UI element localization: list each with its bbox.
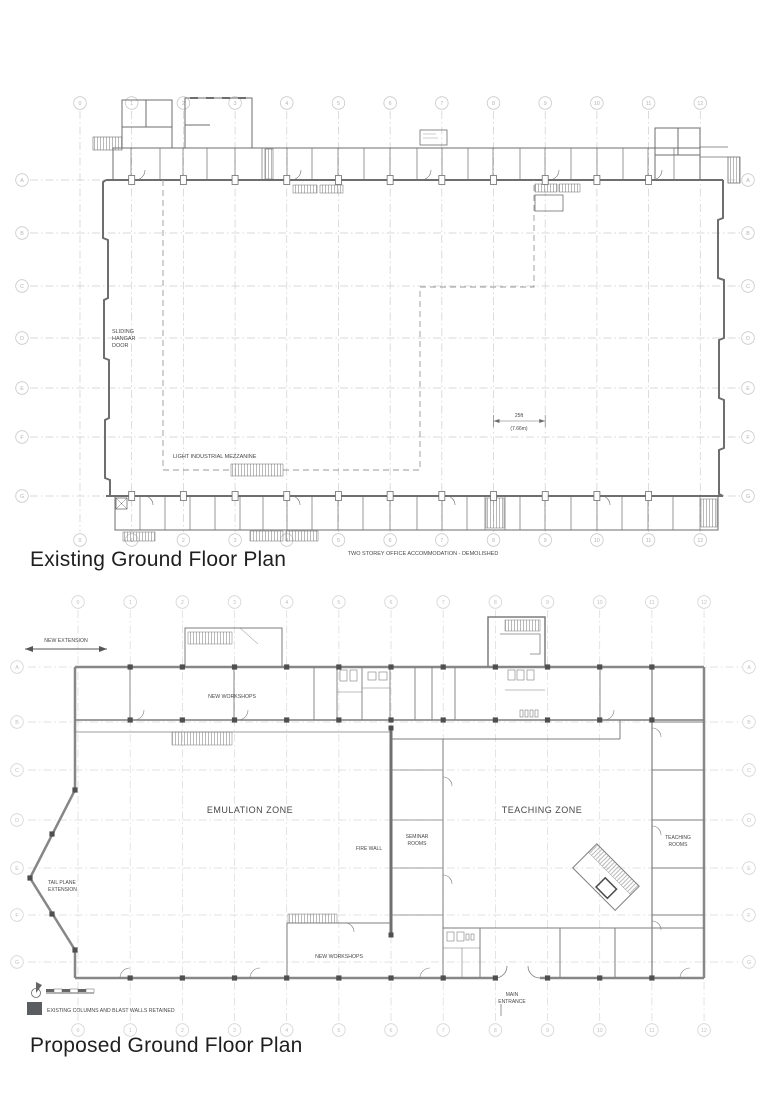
grid-bubble-row-G-left-label: G bbox=[14, 959, 20, 966]
retained-column bbox=[336, 664, 341, 669]
wall-notch bbox=[129, 492, 135, 501]
grid-bubble-col-3-top-label: 3 bbox=[233, 100, 237, 107]
retained-column bbox=[493, 664, 498, 669]
grid-bubble-row-F-right-label: F bbox=[747, 912, 751, 919]
retained-column bbox=[388, 717, 393, 722]
grid-bubble-col-8-bottom-label: 8 bbox=[493, 1027, 497, 1034]
mezzanine-label: LIGHT INDUSTRIAL MEZZANINE bbox=[173, 454, 257, 460]
teaching-rooms-label-2: ROOMS bbox=[668, 842, 688, 848]
new-workshops-bottom-label: NEW WORKSHOPS bbox=[315, 954, 363, 960]
grid-bubble-col-6-bottom-label: 6 bbox=[388, 537, 392, 544]
grid-bubble-col-12-bottom-label: 12 bbox=[697, 537, 704, 544]
retained-column bbox=[649, 975, 654, 980]
grid-bubble-row-D-right-label: D bbox=[747, 817, 751, 824]
wall-notch bbox=[646, 492, 652, 501]
new-workshops-top-label: NEW WORKSHOPS bbox=[208, 694, 256, 700]
grid-bubble-col-7-bottom-label: 7 bbox=[440, 537, 444, 544]
legend-retained-swatch bbox=[27, 1002, 42, 1015]
retained-column bbox=[128, 717, 133, 722]
grid-bubble-row-A-right-label: A bbox=[746, 177, 750, 184]
grid-bubble-row-C-left-label: C bbox=[15, 767, 19, 774]
grid-bubble-col-4-top-label: 4 bbox=[285, 100, 289, 107]
retained-column bbox=[49, 911, 54, 916]
grid-bubble-row-B-right-label: B bbox=[747, 719, 751, 726]
retained-column bbox=[128, 975, 133, 980]
grid-bubble-row-E-left-label: E bbox=[15, 865, 19, 872]
retained-column bbox=[545, 717, 550, 722]
grid-bubble-col-3-bottom-label: 3 bbox=[233, 537, 237, 544]
seminar-rooms-label-1: SEMINAR bbox=[405, 834, 429, 840]
wall-notch bbox=[129, 176, 135, 185]
grid-bubble-row-B-left-label: B bbox=[15, 719, 19, 726]
grid-bubble-col-5-bottom-label: 5 bbox=[337, 1027, 341, 1034]
grid-bubble-col-0-bottom-label: 0 bbox=[78, 537, 82, 544]
grid-bubble-row-F-right-label: F bbox=[746, 434, 750, 441]
grid-bubble-col-0-top-label: 0 bbox=[76, 599, 80, 606]
proposed-grid-layer bbox=[11, 596, 756, 1037]
retained-column bbox=[72, 787, 77, 792]
grid-bubble-row-D-right-label: D bbox=[746, 335, 750, 342]
grid-bubble-col-11-bottom-label: 11 bbox=[645, 537, 652, 544]
grid-bubble-row-A-left-label: A bbox=[20, 177, 24, 184]
grid-bubble-col-5-top-label: 5 bbox=[336, 100, 340, 107]
wall-notch bbox=[387, 176, 393, 185]
wall-notch bbox=[646, 176, 652, 185]
tail-plane-extension-label-2: EXTENSION bbox=[48, 887, 77, 893]
grid-bubble-col-9-top-label: 9 bbox=[543, 100, 547, 107]
retained-column bbox=[388, 664, 393, 669]
grid-bubble-col-0-bottom-label: 0 bbox=[76, 1027, 80, 1034]
retained-column bbox=[232, 664, 237, 669]
retained-column bbox=[284, 717, 289, 722]
retained-column bbox=[545, 975, 550, 980]
grid-bubble-row-A-right-label: A bbox=[747, 664, 751, 671]
wall-notch bbox=[491, 492, 497, 501]
grid-bubble-col-9-bottom-label: 9 bbox=[546, 1027, 550, 1034]
main-entrance-label-2: ENTRANCE bbox=[498, 999, 526, 1005]
grid-bubble-col-8-bottom-label: 8 bbox=[492, 537, 495, 544]
tail-plane-extension-label-1: TAIL PLANE bbox=[48, 880, 76, 886]
retained-column bbox=[284, 664, 289, 669]
retained-column bbox=[232, 975, 237, 980]
wall-notch bbox=[439, 492, 445, 501]
emulation-zone-label: EMULATION ZONE bbox=[206, 805, 294, 815]
grid-bubble-col-10-bottom-label: 10 bbox=[596, 1027, 603, 1034]
grid-bubble-col-11-top-label: 11 bbox=[645, 100, 652, 107]
grid-bubble-col-10-top-label: 10 bbox=[593, 100, 600, 107]
retained-column bbox=[493, 975, 498, 980]
reception-desk bbox=[573, 844, 639, 910]
proposed-building bbox=[25, 617, 704, 1016]
grid-bubble-col-8-top-label: 8 bbox=[493, 599, 497, 606]
grid-bubble-col-12-bottom-label: 12 bbox=[701, 1027, 707, 1034]
teaching-zone-label: TEACHING ZONE bbox=[501, 805, 583, 815]
demolished-note: TWO STOREY OFFICE ACCOMMODATION - DEMOLISHED bbox=[347, 551, 499, 557]
grid-bubble-row-D-left-label: D bbox=[15, 817, 19, 824]
grid-bubble-row-G-left-label: G bbox=[19, 493, 25, 500]
mezzanine-outline bbox=[163, 180, 534, 470]
grid-bubble-col-1-bottom-label: 1 bbox=[128, 1027, 132, 1034]
retained-column bbox=[128, 664, 133, 669]
wall-notch bbox=[387, 492, 393, 501]
grid-bubble-col-7-top-label: 7 bbox=[440, 100, 444, 107]
grid-bubble-col-1-top-label: 1 bbox=[130, 100, 134, 107]
grid-bubble-row-G-right-label: G bbox=[745, 493, 751, 500]
retained-column bbox=[49, 831, 54, 836]
retained-column bbox=[336, 717, 341, 722]
grid-bubble-row-E-right-label: E bbox=[747, 865, 751, 872]
retained-column bbox=[649, 717, 654, 722]
legend-retained-label: EXISTING COLUMNS AND BLAST WALLS RETAINED bbox=[47, 1008, 175, 1014]
retained-column bbox=[180, 664, 185, 669]
retained-column bbox=[597, 717, 602, 722]
existing-ground-floor-plan bbox=[0, 85, 778, 565]
wall-notch bbox=[542, 176, 548, 185]
existing-plan-title: Existing Ground Floor Plan bbox=[30, 548, 287, 571]
sliding-hangar-door-label-2: HANGAR bbox=[112, 336, 136, 342]
grid-bubble-col-6-top-label: 6 bbox=[388, 100, 392, 107]
grid-bubble-col-10-top-label: 10 bbox=[596, 599, 603, 606]
wall-notch bbox=[180, 492, 186, 501]
grid-bubble-row-D-left-label: D bbox=[20, 335, 24, 342]
retained-column bbox=[72, 947, 77, 952]
retained-column bbox=[441, 664, 446, 669]
wall-notch bbox=[335, 176, 341, 185]
wall-notch bbox=[594, 492, 600, 501]
grid-bubble-col-2-top-label: 2 bbox=[180, 599, 184, 606]
grid-bubble-col-3-bottom-label: 3 bbox=[233, 1027, 236, 1034]
grid-bubble-row-B-right-label: B bbox=[746, 230, 750, 237]
north-and-scale bbox=[32, 982, 95, 998]
grid-bubble-col-11-top-label: 11 bbox=[649, 599, 655, 606]
wall-notch bbox=[542, 492, 548, 501]
wall-notch bbox=[491, 176, 497, 185]
main-entrance-label-1: MAIN bbox=[505, 992, 519, 998]
retained-column bbox=[180, 717, 185, 722]
retained-column bbox=[441, 975, 446, 980]
wall-notch bbox=[232, 492, 238, 501]
wall-notch bbox=[439, 176, 445, 185]
retained-column bbox=[232, 717, 237, 722]
grid-bubble-row-C-right-label: C bbox=[746, 283, 750, 290]
grid-bubble-col-6-bottom-label: 6 bbox=[389, 1027, 393, 1034]
wall-notch bbox=[594, 176, 600, 185]
grid-bubble-col-5-bottom-label: 5 bbox=[336, 537, 340, 544]
retained-column bbox=[597, 975, 602, 980]
grid-bubble-col-2-bottom-label: 2 bbox=[180, 1027, 184, 1034]
grid-bubble-col-2-top-label: 2 bbox=[181, 100, 185, 107]
new-extension-label: NEW EXTENSION bbox=[44, 638, 88, 644]
retained-column bbox=[336, 975, 341, 980]
grid-bubble-col-11-bottom-label: 11 bbox=[649, 1027, 655, 1034]
teaching-rooms-label-1: TEACHING bbox=[665, 835, 691, 841]
new-extension-arrow bbox=[25, 646, 107, 652]
sliding-hangar-door-label-1: SLIDING bbox=[112, 329, 135, 335]
grid-bubble-col-5-top-label: 5 bbox=[337, 599, 341, 606]
retained-column bbox=[441, 717, 446, 722]
grid-bubble-col-4-top-label: 4 bbox=[285, 599, 289, 606]
seminar-rooms-label-2: ROOMS bbox=[407, 841, 427, 847]
tail-plane-wall bbox=[30, 667, 75, 978]
wall-notch bbox=[232, 176, 238, 185]
dimension-feet: 25ft bbox=[514, 413, 524, 419]
dimension-metres: (7.66m) bbox=[510, 426, 528, 432]
retained-column bbox=[27, 875, 32, 880]
grid-bubble-row-A-left-label: A bbox=[15, 664, 19, 671]
grid-bubble-col-6-top-label: 6 bbox=[389, 599, 393, 606]
grid-bubble-row-F-left-label: F bbox=[15, 912, 19, 919]
retained-column bbox=[545, 664, 550, 669]
grid-bubble-row-E-left-label: E bbox=[20, 385, 24, 392]
grid-bubble-col-9-top-label: 9 bbox=[546, 599, 550, 606]
proposed-plan-title: Proposed Ground Floor Plan bbox=[30, 1034, 303, 1057]
grid-bubble-col-4-bottom-label: 4 bbox=[285, 1027, 289, 1034]
grid-bubble-row-C-right-label: C bbox=[747, 767, 751, 774]
existing-grid-layer bbox=[16, 97, 755, 547]
wall-notch bbox=[284, 492, 290, 501]
grid-bubble-col-0-top-label: 0 bbox=[78, 100, 82, 107]
retained-column bbox=[597, 664, 602, 669]
grid-bubble-col-7-bottom-label: 7 bbox=[441, 1027, 445, 1034]
grid-bubble-col-8-top-label: 8 bbox=[492, 100, 495, 107]
grid-bubble-col-7-top-label: 7 bbox=[441, 599, 445, 606]
retained-column bbox=[493, 717, 498, 722]
grid-bubble-col-2-bottom-label: 2 bbox=[181, 537, 185, 544]
grid-bubble-row-G-right-label: G bbox=[746, 959, 752, 966]
grid-bubble-col-3-top-label: 3 bbox=[233, 599, 236, 606]
grid-bubble-row-B-left-label: B bbox=[20, 230, 24, 237]
retained-column bbox=[180, 975, 185, 980]
sliding-hangar-door-label-3: DOOR bbox=[112, 343, 129, 349]
grid-bubble-col-9-bottom-label: 9 bbox=[543, 537, 547, 544]
grid-bubble-row-E-right-label: E bbox=[746, 385, 750, 392]
grid-bubble-col-12-top-label: 12 bbox=[697, 100, 704, 107]
grid-bubble-col-10-bottom-label: 10 bbox=[593, 537, 600, 544]
retained-column bbox=[649, 664, 654, 669]
proposed-ground-floor-plan bbox=[0, 592, 778, 1052]
retained-column bbox=[388, 975, 393, 980]
grid-bubble-row-F-left-label: F bbox=[20, 434, 24, 441]
grid-bubble-row-C-left-label: C bbox=[20, 283, 24, 290]
wall-notch bbox=[284, 176, 290, 185]
grid-bubble-col-12-top-label: 12 bbox=[701, 599, 707, 606]
wall-notch bbox=[180, 176, 186, 185]
existing-building bbox=[93, 98, 740, 541]
grid-bubble-col-1-top-label: 1 bbox=[128, 599, 132, 606]
wall-notch bbox=[335, 492, 341, 501]
retained-column bbox=[284, 975, 289, 980]
fire-wall-label: FIRE WALL bbox=[355, 846, 383, 852]
